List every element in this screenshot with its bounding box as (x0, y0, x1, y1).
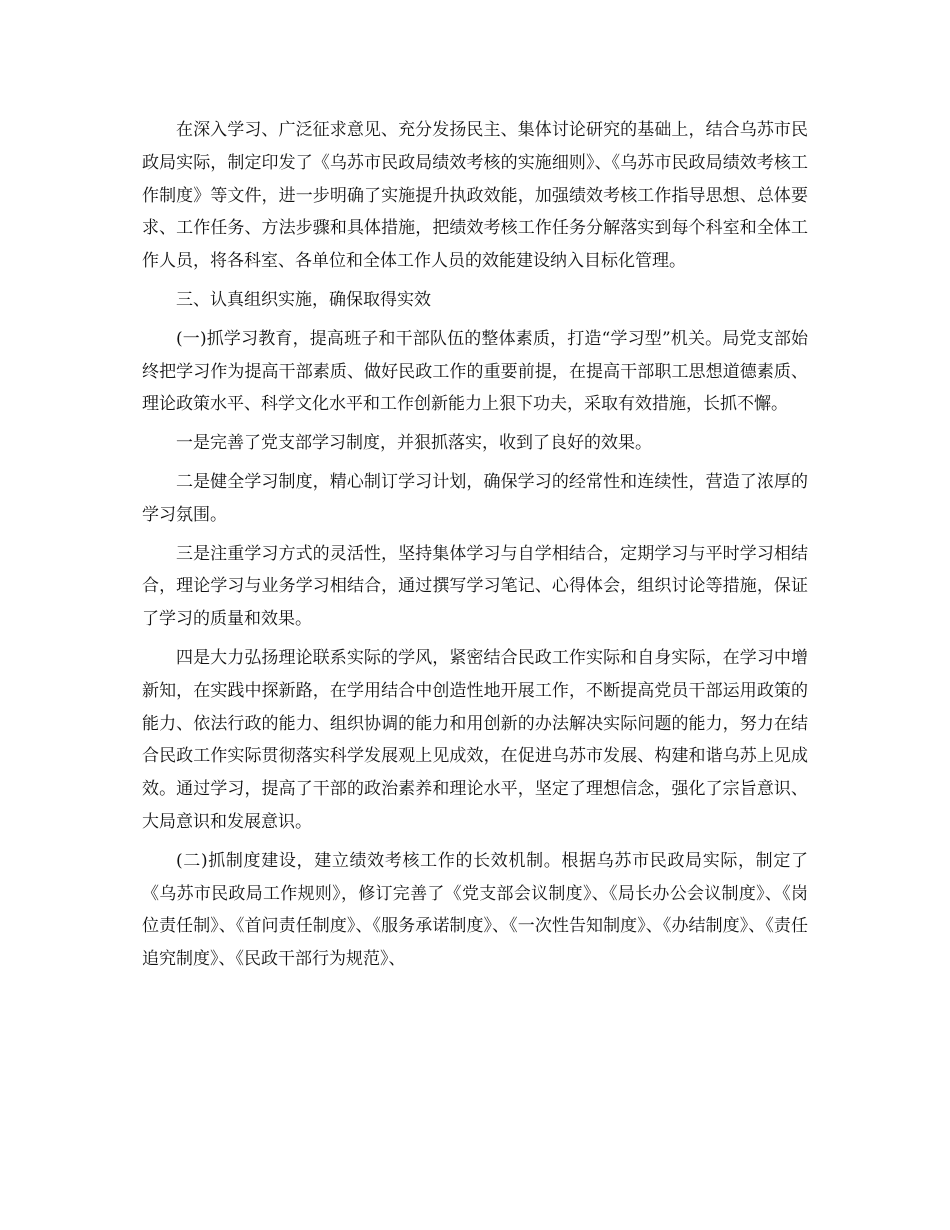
paragraph-system-building: (二)抓制度建设，建立绩效考核工作的长效机制。根据乌苏市民政局实际，制定了《乌苏市民政局工作规则》，修订完善了《党支部会议制度》、《局长办公会议制度》、《岗位责任制》、《首问责任制度》、《服务承诺制度》、《一次性告知制度》、《办结制度》、《责任追究制度》、《民政干部行为规范》、 (142, 850, 808, 970)
paragraph-study-education: (一)抓学习教育，提高班子和干部队伍的整体素质，打造“学习型”机关。局党支部始终把学习作为提高干部素质、做好民政工作的重要前提，在提高干部职工思想道德素质、理论政策水平、科学文化水平和工作创新能力上狠下功夫，采取有效措施，长抓不懈。 (142, 328, 808, 415)
paragraph-point-one: 一是完善了党支部学习制度，并狠抓落实，收到了良好的效果。 (176, 433, 652, 454)
paragraph-point-three: 三是注重学习方式的灵活性，坚持集体学习与自学相结合，定期学习与平时学习相结合，理论学习与业务学习相结合，通过撰写学习笔记、心得体会，组织讨论等措施，保证了学习的质量和效果。 (142, 543, 808, 630)
paragraph-performance-rules: 在深入学习、广泛征求意见、充分发扬民主、集体讨论研究的基础上，结合乌苏市民政局实际，制定印发了《乌苏市民政局绩效考核的实施细则》、《乌苏市民政局绩效考核工作制度》等文件，进一步明确了实施提升执政效能，加强绩效考核工作指导思想、总体要求、工作任务、方法步骤和具体措施，把绩效考核工作任务分解落实到每个科室和全体工作人员，将各科室、各单位和全体工作人员的效能建设纳入目标化管理。 (142, 120, 808, 272)
paragraph-point-four: 四是大力弘扬理论联系实际的学风，紧密结合民政工作实际和自身实际，在学习中增新知，在实践中探新路，在学用结合中创造性地开展工作，不断提高党员干部运用政策的能力、依法行政的能力、组织协调的能力和用创新的办法解决实际问题的能力，努力在结合民政工作实际贯彻落实科学发展观上见成效，在促进乌苏市发展、构建和谐乌苏上见成效。通过学习，提高了干部的政治素养和理论水平，坚定了理想信念，强化了宗旨意识、大局意识和发展意识。 (142, 647, 808, 832)
paragraph-point-two: 二是健全学习制度，精心制订学习计划，确保学习的经常性和连续性，营造了浓厚的学习氛围。 (142, 471, 808, 525)
section-heading-implementation: 三、认真组织实施，确保取得实效 (176, 289, 431, 310)
document-body (142, 114, 808, 982)
